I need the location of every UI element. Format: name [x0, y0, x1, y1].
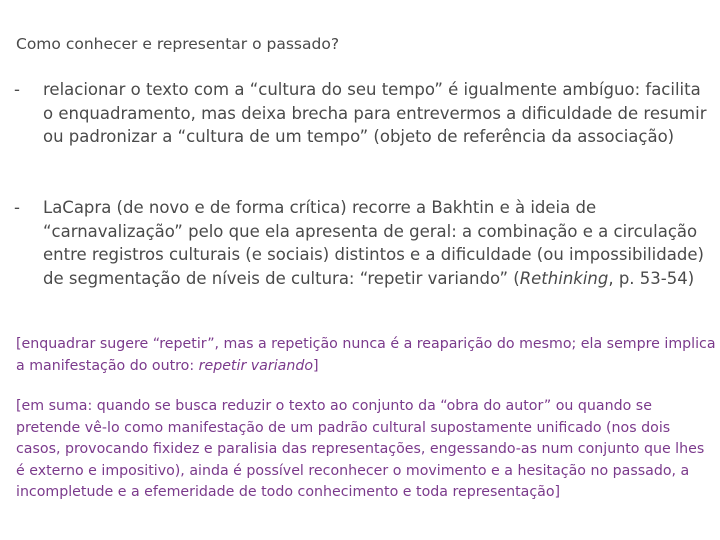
- bracket-note: [16, 334, 716, 377]
- note-text-part: ]: [313, 357, 319, 374]
- bracket-note: [em suma: quando se busca reduzir o texto ao conjunto da “obra do autor” ou quando se pretende vê-lo como manifestação de um padrão cultural supostamente unificado (nos dois casos, provocando fixidez e paralisia das representações, engessando-as num conjunto que lhes é externo e impositivo), ainda é possível reconhecer o movimento e a hesitação no passado, a incompletude e a efemeridade de todo conhecimento e toda representação]: [16, 398, 705, 500]
- bullet-text: relacionar o texto com a “cultura do seu tempo” é igualmente ambíguo: facilita o enquadramento, mas deixa brecha para entrevermos a dificuldade de resumir ou padronizar a “cultura de um tempo” (objeto de referência da associação): [43, 80, 707, 146]
- bullet-item: [14, 78, 714, 149]
- bullet-text-part: , p. 53-54): [608, 268, 695, 288]
- bullet-dash: -: [14, 198, 20, 217]
- note-text-part: [enquadrar sugere “repetir”, mas a repetição nunca é a reaparição do mesmo; ela sempre implica a manifestação do outro:: [16, 336, 716, 374]
- bullet-text-part: LaCapra (de novo e de forma crítica) recorre a Bakhtin e à ideia de “carnavalização” pelo que ela apresenta de geral: a combinação e a circulação entre registros culturais (e sociais) distintos e a dificuldade (ou impossibilidade) de segmentação de níveis de cultura: “repetir variando” (: [43, 198, 704, 288]
- bullet-dash: -: [14, 80, 20, 99]
- book-title-italic: Rethinking: [519, 268, 609, 288]
- bullet-text: [43, 196, 714, 290]
- note-italic: repetir variando: [198, 357, 314, 374]
- slide-title: Como conhecer e representar o passado?: [16, 35, 340, 53]
- bullet-item: [14, 196, 714, 290]
